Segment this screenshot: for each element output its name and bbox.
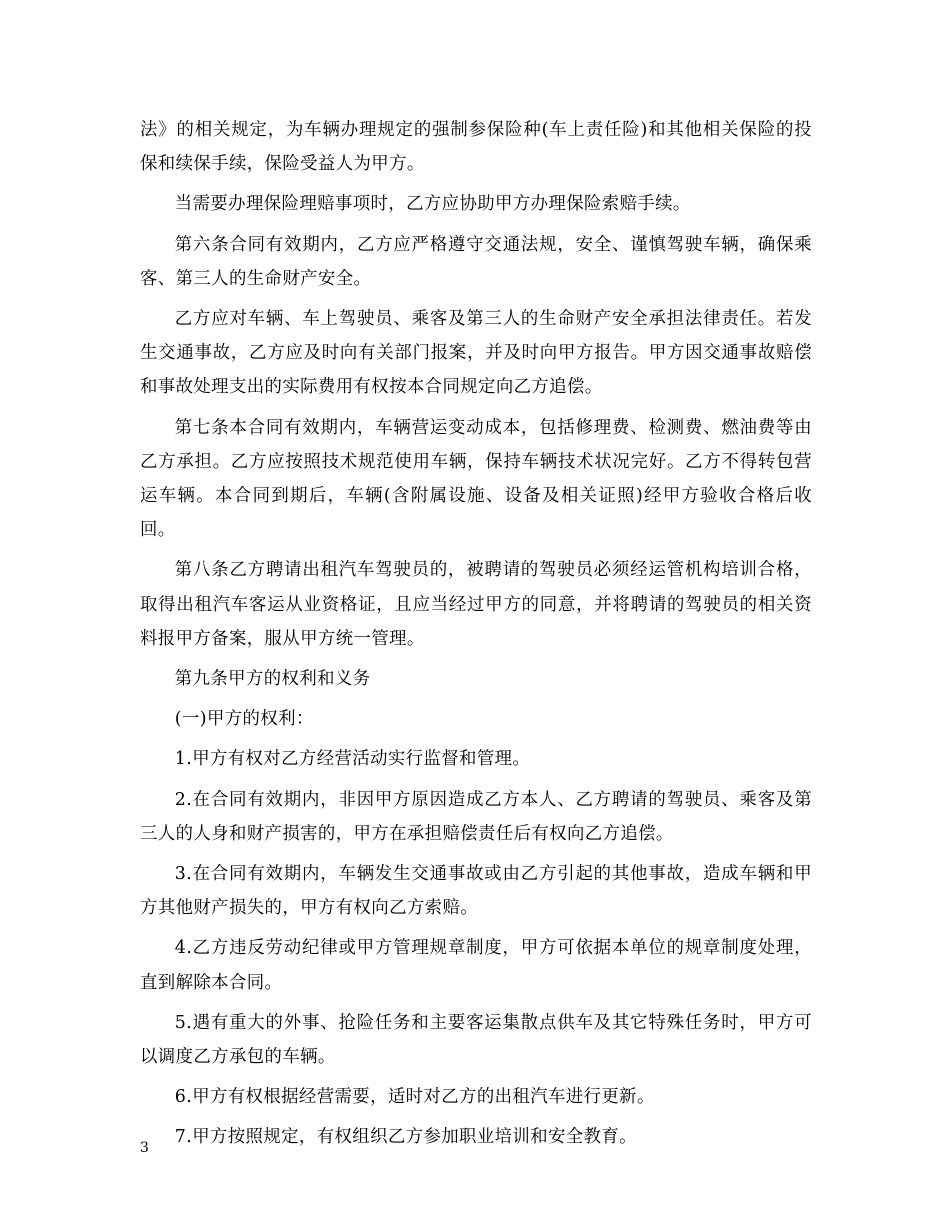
list-item: 1.甲方有权对乙方经营活动实行监督和管理。 xyxy=(174,749,531,770)
paragraph: 当需要办理保险理赔事项时，乙方应协助甲方办理保险索赔手续。 xyxy=(174,194,691,215)
section-heading: 第九条甲方的权利和义务 xyxy=(174,669,371,690)
list-item: 6.甲方有权根据经营需要，适时对乙方的出租汽车进行更新。 xyxy=(174,1087,655,1108)
paragraph: 第六条合同有效期内，乙方应严格遵守交通法规，安全、谨慎驾驶车辆，确保乘客、第三人的生命财产安全。 xyxy=(140,234,812,289)
subsection-heading: (一)甲方的权利： xyxy=(174,709,314,730)
document-body xyxy=(140,113,812,1161)
paragraph: 第八条乙方聘请出租汽车驾驶员的，被聘请的驾驶员必须经运管机构培训合格，取得出租汽车客运从业资格证，且应当经过甲方的同意，并将聘请的驾驶员的相关资料报甲方备案，服从甲方统一管理。 xyxy=(140,560,812,649)
paragraph: 法》的相关规定，为车辆办理规定的强制参保险种(车上责任险)和其他相关保险的投保和续保手续，保险受益人为甲方。 xyxy=(140,120,812,175)
list-item: 5.遇有重大的外事、抢险任务和主要客运集散点供车及其它特殊任务时，甲方可以调度乙方承包的车辆。 xyxy=(140,1012,812,1068)
list-item: 4.乙方违反劳动纪律或甲方管理规章制度，甲方可依据本单位的规章制度处理，直到解除本合同。 xyxy=(140,938,812,993)
paragraph: 第七条本合同有效期内，车辆营运变动成本，包括修理费、检测费、燃油费等由乙方承担。乙方应按照技术规范使用车辆，保持车辆技术状况完好。乙方不得转包营运车辆。本合同到期后，车辆(含附属设施、设备及相关证照)经甲方验收合格后收回。 xyxy=(140,417,812,541)
paragraph: 乙方应对车辆、车上驾驶员、乘客及第三人的生命财产安全承担法律责任。若发生交通事故，乙方应及时向有关部门报案，并及时向甲方报告。甲方因交通事故赔偿和事故处理支出的实际费用有权按本合同规定向乙方追偿。 xyxy=(140,309,812,398)
list-item: 7.甲方按照规定，有权组织乙方参加职业培训和安全教育。 xyxy=(174,1127,637,1148)
list-item: 2.在合同有效期内，非因甲方原因造成乙方本人、乙方聘请的驾驶员、乘客及第三人的人身和财产损害的，甲方在承担赔偿责任后有权向乙方追偿。 xyxy=(140,789,812,844)
page-number: 3 xyxy=(140,1140,149,1156)
list-item: 3.在合同有效期内，车辆发生交通事故或由乙方引起的其他事故，造成车辆和甲方其他财产损失的，甲方有权向乙方索赔。 xyxy=(140,864,812,919)
